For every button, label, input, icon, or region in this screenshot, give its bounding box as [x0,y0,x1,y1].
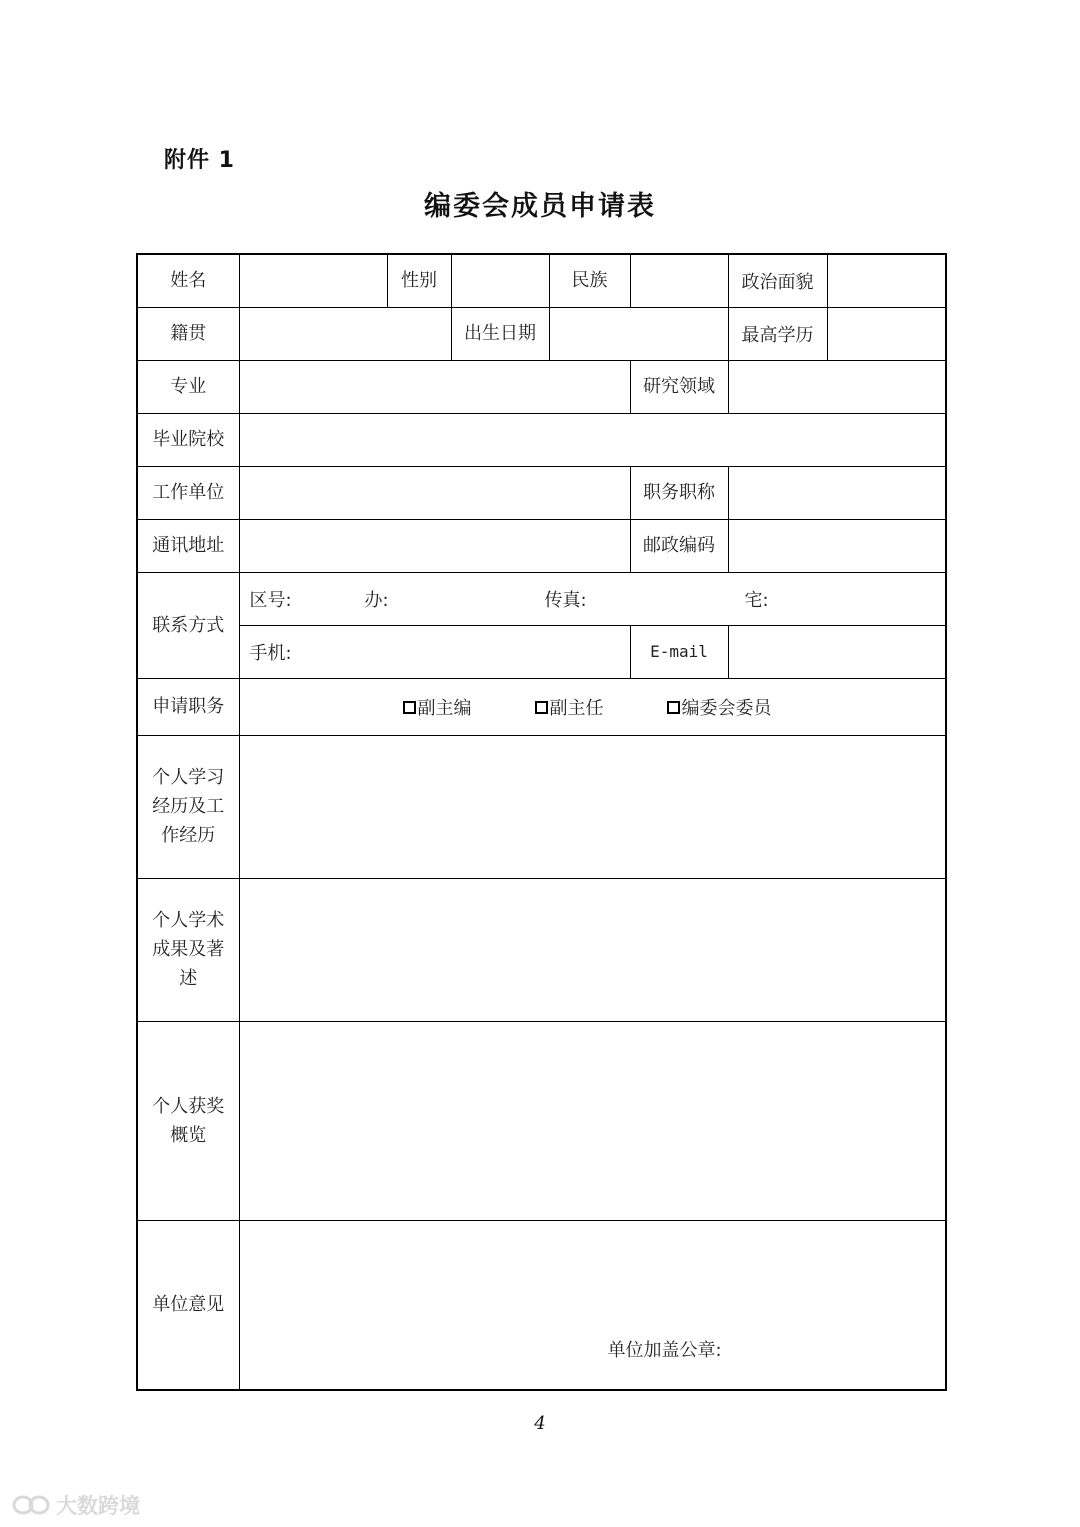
form-row-history [137,735,946,878]
research-field-label: 研究领域 [630,360,728,413]
school-label: 毕业院校 [137,413,239,466]
phone-line [239,572,946,625]
native-place-label: 籍贯 [137,307,239,360]
name-label: 姓名 [137,254,239,307]
education-field[interactable] [828,308,946,360]
email-label: E-mail [630,625,728,678]
postal-code-field[interactable] [728,519,946,572]
mobile-cell [239,625,630,678]
mobile-label: 手机: [249,642,292,664]
email-field[interactable] [728,625,946,678]
page-number: 4 [534,1413,546,1434]
work-unit-field[interactable] [239,466,630,519]
form-row-position [137,678,946,735]
history-field[interactable] [239,735,946,878]
address-field[interactable] [239,519,630,572]
education-cell [728,307,946,360]
unit-stamp-label: 单位加盖公章: [607,1339,722,1361]
form-row-basic-1 [137,254,946,307]
job-title-field[interactable] [728,466,946,519]
gender-field[interactable] [451,254,549,307]
research-field-input[interactable] [728,360,946,413]
birth-date-field[interactable] [549,307,728,360]
unit-opinion-field[interactable] [239,1220,946,1390]
major-field[interactable] [239,360,630,413]
position-options [239,678,946,735]
option-deputy-director[interactable]: 副主任 [535,694,604,720]
form-row-school [137,413,946,466]
work-unit-label: 工作单位 [137,466,239,519]
home-phone-label: 宅: [744,589,769,611]
awards-field[interactable] [239,1021,946,1220]
name-field[interactable] [239,254,387,307]
application-form [136,253,947,1391]
checkbox-icon[interactable] [535,701,548,714]
area-code-label: 区号: [249,589,292,611]
unit-opinion-label: 单位意见 [137,1220,239,1390]
form-row-achievements [137,878,946,1021]
watermark [12,1490,140,1520]
form-row-work-unit [137,466,946,519]
form-row-unit-opinion [137,1220,946,1390]
checkbox-icon[interactable] [403,701,416,714]
fax-label: 传真: [544,589,587,611]
checkbox-icon[interactable] [667,701,680,714]
ethnicity-field[interactable] [630,254,728,307]
ethnicity-label: 民族 [549,254,630,307]
office-phone-label: 办: [364,589,389,611]
gender-label: 性别 [387,254,451,307]
awards-label: 个人获奖概览 [137,1021,239,1220]
address-label: 通讯地址 [137,519,239,572]
political-status-label: 政治面貌 [729,255,828,307]
form-row-contact-1 [137,572,946,625]
achievements-field[interactable] [239,878,946,1021]
option-deputy-editor[interactable]: 副主编 [403,694,472,720]
form-row-awards [137,1021,946,1220]
job-title-label: 职务职称 [630,466,728,519]
postal-code-label: 邮政编码 [630,519,728,572]
form-title: 编委会成员申请表 [424,191,656,222]
history-label: 个人学习经历及工作经历 [137,735,239,878]
form-row-major [137,360,946,413]
native-place-field[interactable] [239,307,451,360]
watermark-logo-icon [12,1494,52,1516]
birth-date-label: 出生日期 [451,307,549,360]
major-label: 专业 [137,360,239,413]
contact-label: 联系方式 [137,572,239,678]
education-label: 最高学历 [729,308,828,360]
watermark-text: 大数跨境 [56,1494,140,1518]
achievements-label: 个人学术成果及著述 [137,878,239,1021]
political-status-field[interactable] [828,255,946,307]
position-label: 申请职务 [137,678,239,735]
form-row-basic-2 [137,307,946,360]
option-committee-member[interactable]: 编委会委员 [667,694,772,720]
attachment-label: 附件 1 [164,148,235,173]
form-row-address [137,519,946,572]
political-status-cell [728,254,946,307]
school-field[interactable] [239,413,946,466]
form-row-contact-2 [137,625,946,678]
